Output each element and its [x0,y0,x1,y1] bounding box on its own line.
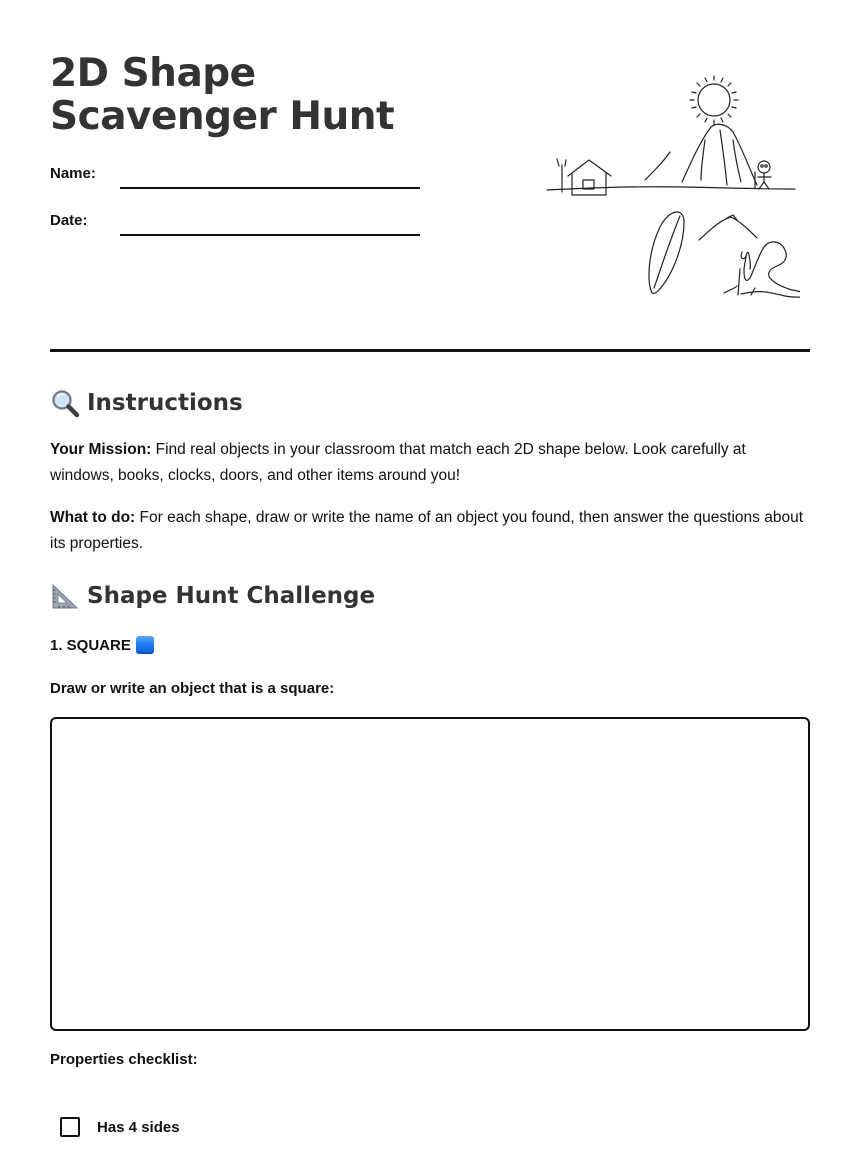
todo-paragraph [50,505,810,557]
magnifying-glass-icon [50,388,80,418]
date-field-row [50,209,430,239]
todo-text: For each shape, draw or write the name of an object you found, then answer the questions about its properties. [50,509,804,552]
hills-drawing [699,217,757,240]
square-shape-title [50,636,154,654]
checklist-item-label: Has 4 sides [97,1118,180,1136]
name-label: Name: [50,165,96,182]
challenge-heading [50,581,375,611]
blue-square-icon [136,636,154,654]
australia-landscape-illustration [545,70,800,305]
surfboard-drawing [649,212,684,293]
todo-label: What to do: [50,509,136,526]
draw-prompt: Draw or write an object that is a square: [50,680,335,697]
date-write-line[interactable] [120,234,420,236]
house-drawing [568,160,611,195]
page-title: 2D Shape Scavenger Hunt [50,51,395,139]
sun-drawing [690,76,738,124]
mountain-drawing [645,124,757,185]
kangaroo-drawing [724,242,800,297]
square-drawing-area[interactable] [50,717,810,1031]
instructions-heading [50,388,243,418]
square-shape-title-text: 1. SQUARE [50,636,131,654]
checklist-item[interactable] [60,1117,180,1137]
name-write-line[interactable] [120,187,420,189]
worksheet-page [50,0,810,1136]
name-field-row [50,162,430,192]
date-label: Date: [50,212,88,229]
triangular-ruler-icon [50,581,80,611]
has-4-sides-checkbox[interactable] [60,1117,80,1137]
worksheet-header [50,0,810,352]
mission-text: Find real objects in your classroom that match each 2D shape below. Look carefully at windows, books, clocks, doors, and other items around you! [50,441,746,484]
mission-paragraph [50,437,810,489]
mission-label: Your Mission: [50,441,152,458]
tree-drawing [557,159,566,192]
instructions-heading-text: Instructions [87,390,243,416]
properties-checklist-label: Properties checklist: [50,1051,198,1068]
challenge-heading-text: Shape Hunt Challenge [87,583,376,609]
